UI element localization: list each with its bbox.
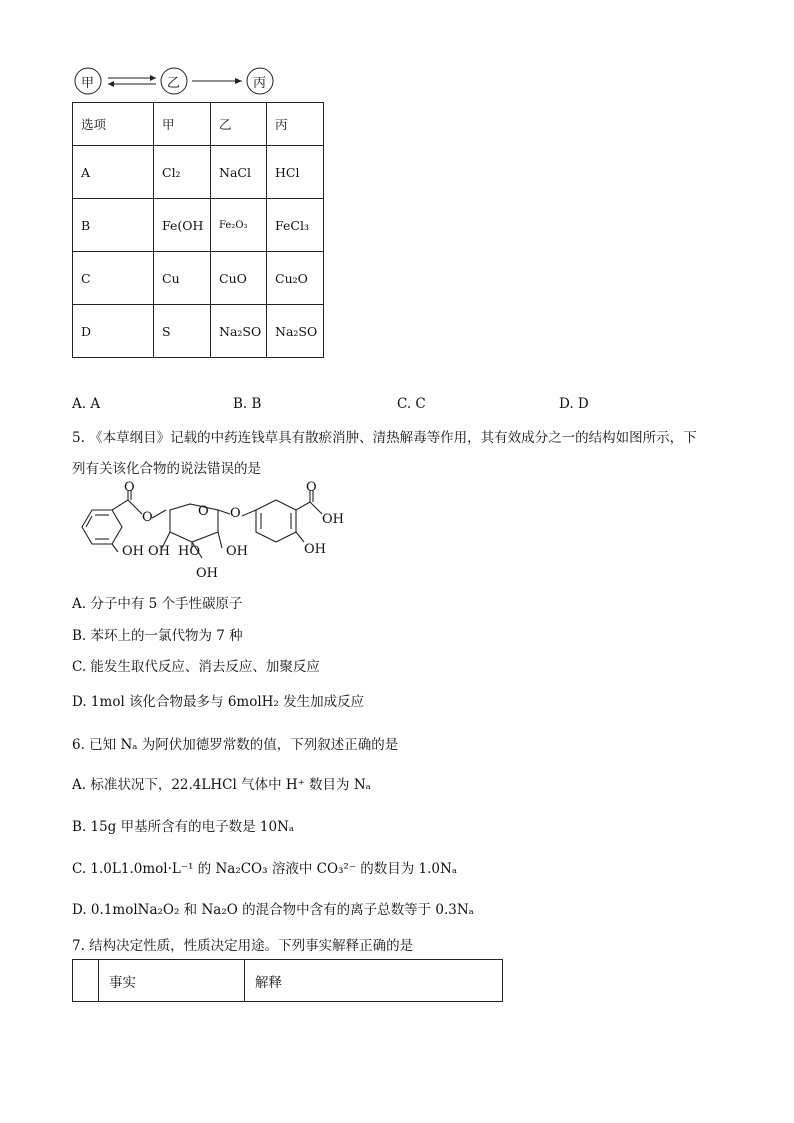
atom-label: O [142, 510, 153, 525]
option-cell: A [73, 146, 154, 199]
yi-cell: CuO [211, 252, 267, 305]
bing-cell: FeCl₃ [267, 199, 324, 252]
yi-cell: Na₂SO [211, 305, 267, 358]
header-cell: 乙 [211, 103, 267, 146]
q6-choice-a: A. 标准状况下，22.4LHCl 气体中 H⁺ 数目为 Nₐ [72, 777, 371, 793]
q4-choice-d: D. D [559, 396, 589, 412]
option-cell: D [73, 305, 154, 358]
header-cell-fact: 事实 [99, 960, 245, 1002]
scheme-label-bing: 丙 [253, 76, 267, 91]
q5-stem-line2: 列有关该化合物的说法错误的是 [72, 461, 261, 477]
header-cell: 选项 [73, 103, 154, 146]
q5-choice-d: D. 1mol 该化合物最多与 6molH₂ 发生加成反应 [72, 694, 365, 710]
q4-choice-a: A. A [72, 396, 101, 412]
q5-choice-b: B. 苯环上的一氯代物为 7 种 [72, 628, 243, 644]
atom-label: OH [226, 544, 248, 559]
table-row [73, 146, 324, 199]
atom-label: OH [122, 544, 144, 559]
q6-choice-c: C. 1.0L1.0mol·L⁻¹ 的 Na₂CO₃ 溶液中 CO₃²⁻ 的数目为 1.0Nₐ [72, 861, 458, 877]
jia-cell: Cl₂ [154, 146, 211, 199]
atom-label: HO [178, 544, 200, 559]
atom-label: O [230, 506, 241, 521]
yi-cell: NaCl [211, 146, 267, 199]
bing-cell: Cu₂O [267, 252, 324, 305]
atom-label: O [198, 504, 209, 519]
q5-stem-line1: 5. 《本草纲目》记载的中药连钱草具有散瘀消肿、清热解毒等作用，其有效成分之一的结构如图所示，下 [72, 430, 697, 446]
q4-choice-c: C. C [397, 396, 426, 412]
q6-choice-b: B. 15g 甲基所含有的电子数是 10Nₐ [72, 819, 295, 835]
reaction-scheme [74, 66, 279, 96]
option-cell: C [73, 252, 154, 305]
jia-cell: Cu [154, 252, 211, 305]
table-row [73, 305, 324, 358]
q5-choice-c: C. 能发生取代反应、消去反应、加聚反应 [72, 659, 320, 675]
q5-choice-a: A. 分子中有 5 个手性碳原子 [72, 596, 243, 612]
q5-structure-diagram [70, 480, 360, 588]
q6-choice-d: D. 0.1molNa₂O₂ 和 Na₂O 的混合物中含有的离子总数等于 0.3Nₐ [72, 902, 474, 918]
table-header-row [73, 960, 503, 1002]
header-cell-blank [73, 960, 99, 1002]
scheme-label-yi: 乙 [167, 76, 181, 91]
bing-cell: Na₂SO [267, 305, 324, 358]
atom-label: OH [196, 566, 218, 581]
bing-cell: HCl [267, 146, 324, 199]
header-cell-explanation: 解释 [245, 960, 503, 1002]
table-header-row [73, 103, 324, 146]
jia-cell: Fe(OH [154, 199, 211, 252]
q7-table [72, 959, 503, 1002]
atom-label: O [306, 480, 317, 495]
table-row [73, 199, 324, 252]
atom-label: OH [322, 512, 344, 527]
atom-label: O [124, 480, 135, 495]
q4-choice-b: B. B [233, 396, 262, 412]
q4-options-table [72, 102, 324, 358]
yi-cell: Fe₂O₃ [211, 199, 267, 252]
table-row [73, 252, 324, 305]
option-cell: B [73, 199, 154, 252]
atom-label: OH [304, 542, 326, 557]
header-cell: 甲 [154, 103, 211, 146]
scheme-label-jia: 甲 [81, 76, 95, 91]
jia-cell: S [154, 305, 211, 358]
header-cell: 丙 [267, 103, 324, 146]
atom-label: OH [148, 544, 170, 559]
q7-stem: 7. 结构决定性质，性质决定用途。下列事实解释正确的是 [72, 938, 414, 954]
q6-stem: 6. 已知 Nₐ 为阿伏加德罗常数的值，下列叙述正确的是 [72, 737, 399, 753]
